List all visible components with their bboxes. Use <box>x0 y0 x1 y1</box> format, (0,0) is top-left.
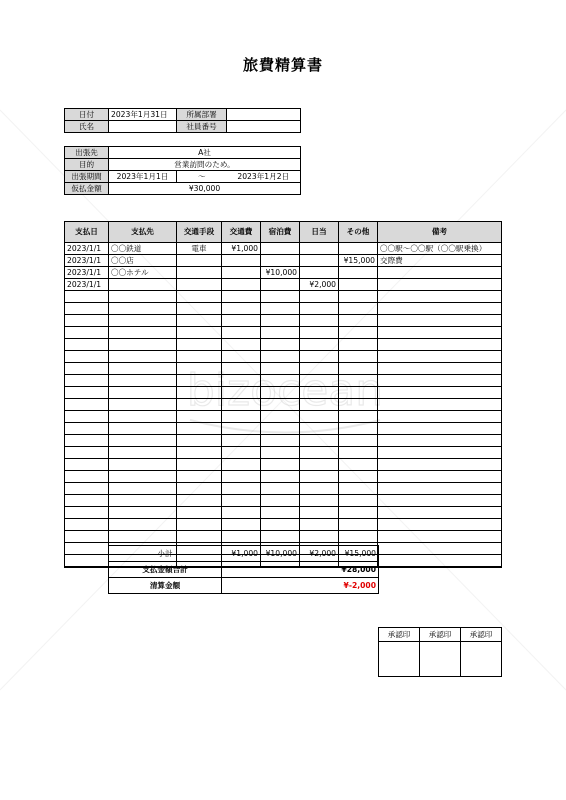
table-cell[interactable] <box>378 363 502 375</box>
table-cell[interactable] <box>378 483 502 495</box>
approval-label: 承認印 <box>420 628 461 642</box>
subtotal-daily: ¥2,000 <box>300 546 339 562</box>
table-cell[interactable] <box>378 303 502 315</box>
table-cell[interactable] <box>222 363 261 375</box>
table-cell[interactable]: 〇〇店 <box>109 255 177 267</box>
table-cell[interactable] <box>65 315 109 327</box>
subtotal-label: 小計 <box>109 546 222 562</box>
table-cell[interactable] <box>177 423 222 435</box>
table-cell[interactable] <box>378 351 502 363</box>
dest-value[interactable]: A社 <box>109 147 301 159</box>
table-cell[interactable] <box>261 291 300 303</box>
subtotal-other: ¥15,000 <box>339 546 379 562</box>
approval-table <box>378 627 502 677</box>
table-cell[interactable] <box>109 423 177 435</box>
table-row <box>65 471 502 483</box>
column-header: 交通費 <box>222 222 261 243</box>
table-cell[interactable] <box>222 531 261 543</box>
table-cell[interactable] <box>177 459 222 471</box>
table-cell[interactable] <box>378 447 502 459</box>
table-cell[interactable] <box>339 243 378 255</box>
table-cell[interactable] <box>177 255 222 267</box>
table-cell[interactable]: 2023/1/1 <box>65 255 109 267</box>
table-cell[interactable]: 2023/1/1 <box>65 243 109 255</box>
table-cell[interactable] <box>300 411 339 423</box>
column-header: 日当 <box>300 222 339 243</box>
table-cell[interactable] <box>65 495 109 507</box>
advance-value[interactable]: ¥30,000 <box>109 183 301 195</box>
subtotal-lodging: ¥10,000 <box>261 546 300 562</box>
table-cell[interactable] <box>261 399 300 411</box>
table-cell[interactable] <box>109 339 177 351</box>
table-cell[interactable] <box>177 507 222 519</box>
table-cell[interactable] <box>378 423 502 435</box>
table-cell[interactable] <box>378 375 502 387</box>
table-cell[interactable] <box>339 327 378 339</box>
table-cell[interactable] <box>65 375 109 387</box>
table-cell[interactable] <box>261 531 300 543</box>
table-cell[interactable] <box>261 519 300 531</box>
table-cell[interactable]: 電車 <box>177 243 222 255</box>
table-cell[interactable] <box>378 519 502 531</box>
table-cell[interactable] <box>300 267 339 279</box>
table-cell[interactable] <box>378 315 502 327</box>
table-cell[interactable] <box>177 291 222 303</box>
table-cell[interactable] <box>222 447 261 459</box>
table-cell[interactable] <box>300 483 339 495</box>
approval-stamp-box[interactable] <box>420 642 461 677</box>
table-cell[interactable]: 〇〇鉄道 <box>109 243 177 255</box>
table-cell[interactable] <box>177 483 222 495</box>
expense-header-row <box>65 222 502 243</box>
table-cell[interactable] <box>222 483 261 495</box>
date-label: 日付 <box>65 109 109 121</box>
table-cell[interactable] <box>339 291 378 303</box>
table-cell[interactable] <box>261 375 300 387</box>
table-cell[interactable] <box>65 531 109 543</box>
table-cell[interactable] <box>339 471 378 483</box>
table-cell[interactable]: 交際費 <box>378 255 502 267</box>
table-cell[interactable] <box>109 315 177 327</box>
table-row <box>65 279 502 291</box>
table-cell[interactable] <box>222 435 261 447</box>
table-cell[interactable] <box>339 411 378 423</box>
table-cell[interactable] <box>65 459 109 471</box>
table-cell[interactable] <box>339 387 378 399</box>
table-cell[interactable] <box>109 531 177 543</box>
table-cell[interactable] <box>177 471 222 483</box>
name-label: 氏名 <box>65 121 109 133</box>
table-cell[interactable] <box>177 435 222 447</box>
table-cell[interactable] <box>339 375 378 387</box>
table-cell[interactable] <box>378 531 502 543</box>
table-cell[interactable] <box>339 351 378 363</box>
settle-value: ¥-2,000 <box>222 578 379 594</box>
table-cell[interactable] <box>261 495 300 507</box>
table-cell[interactable] <box>65 555 109 568</box>
table-cell[interactable] <box>339 423 378 435</box>
table-cell[interactable] <box>109 459 177 471</box>
table-cell[interactable] <box>261 387 300 399</box>
period-start[interactable]: 2023年1月1日 <box>109 171 177 183</box>
column-header: 支払日 <box>65 222 109 243</box>
table-cell[interactable] <box>222 495 261 507</box>
purpose-label: 目的 <box>65 159 109 171</box>
table-cell[interactable]: 2023/1/1 <box>65 279 109 291</box>
table-cell[interactable] <box>65 471 109 483</box>
purpose-value[interactable]: 営業訪問のため。 <box>109 159 301 171</box>
table-cell[interactable] <box>177 447 222 459</box>
table-cell[interactable] <box>339 399 378 411</box>
table-cell[interactable] <box>222 471 261 483</box>
table-cell[interactable] <box>109 435 177 447</box>
table-cell[interactable] <box>261 459 300 471</box>
table-row <box>65 339 502 351</box>
table-cell[interactable] <box>300 243 339 255</box>
period-separator: 〜 <box>177 171 227 183</box>
column-header: 支払先 <box>109 222 177 243</box>
table-cell[interactable] <box>65 351 109 363</box>
table-cell[interactable] <box>65 387 109 399</box>
table-cell[interactable] <box>65 291 109 303</box>
table-row <box>65 303 502 315</box>
table-cell[interactable] <box>65 303 109 315</box>
table-cell[interactable] <box>300 531 339 543</box>
table-cell[interactable] <box>177 351 222 363</box>
table-cell[interactable] <box>300 363 339 375</box>
table-cell[interactable] <box>339 315 378 327</box>
table-cell[interactable] <box>261 339 300 351</box>
table-row <box>65 531 502 543</box>
table-cell[interactable] <box>109 291 177 303</box>
table-cell[interactable] <box>177 339 222 351</box>
table-row <box>65 483 502 495</box>
table-cell[interactable] <box>222 315 261 327</box>
table-cell[interactable]: ¥10,000 <box>261 267 300 279</box>
table-cell[interactable] <box>339 363 378 375</box>
table-row <box>65 519 502 531</box>
table-cell[interactable] <box>109 519 177 531</box>
period-end[interactable]: 2023年1月2日 <box>227 171 301 183</box>
expense-table <box>64 221 502 568</box>
trip-table <box>64 146 301 195</box>
table-row <box>65 423 502 435</box>
table-cell[interactable] <box>261 471 300 483</box>
table-cell[interactable] <box>261 327 300 339</box>
column-header: 備考 <box>378 222 502 243</box>
table-cell[interactable] <box>222 255 261 267</box>
table-cell[interactable]: 〇〇ホテル <box>109 267 177 279</box>
table-cell[interactable] <box>222 339 261 351</box>
column-header: 交通手段 <box>177 222 222 243</box>
dept-label: 所属部署 <box>177 109 227 121</box>
table-cell[interactable] <box>109 471 177 483</box>
table-cell[interactable]: ¥2,000 <box>300 279 339 291</box>
table-cell[interactable] <box>222 519 261 531</box>
table-row <box>65 411 502 423</box>
table-cell[interactable] <box>177 387 222 399</box>
table-row <box>65 387 502 399</box>
table-cell[interactable] <box>261 483 300 495</box>
table-row <box>65 351 502 363</box>
table-cell[interactable] <box>177 495 222 507</box>
table-cell[interactable] <box>222 507 261 519</box>
table-cell[interactable] <box>300 519 339 531</box>
empno-label: 社員番号 <box>177 121 227 133</box>
table-row <box>65 459 502 471</box>
table-cell[interactable] <box>261 279 300 291</box>
table-cell[interactable]: ¥15,000 <box>339 255 378 267</box>
table-cell[interactable] <box>300 399 339 411</box>
column-header: 宿泊費 <box>261 222 300 243</box>
dest-label: 出張先 <box>65 147 109 159</box>
table-cell[interactable] <box>222 303 261 315</box>
table-row <box>65 399 502 411</box>
table-row <box>65 375 502 387</box>
table-cell[interactable] <box>177 303 222 315</box>
page-title: 旅費精算書 <box>242 56 323 74</box>
table-cell[interactable] <box>177 279 222 291</box>
table-cell[interactable] <box>378 411 502 423</box>
total-label: 支払金額合計 <box>109 562 222 578</box>
table-row <box>65 363 502 375</box>
table-cell[interactable] <box>65 399 109 411</box>
table-cell[interactable] <box>261 423 300 435</box>
table-cell[interactable] <box>378 543 502 555</box>
table-cell[interactable] <box>300 327 339 339</box>
table-row <box>65 255 502 267</box>
period-label: 出張期間 <box>65 171 109 183</box>
table-row <box>65 495 502 507</box>
table-cell[interactable]: 2023/1/1 <box>65 267 109 279</box>
table-cell[interactable] <box>300 459 339 471</box>
summary-table <box>108 545 379 594</box>
table-cell[interactable] <box>65 483 109 495</box>
table-cell[interactable] <box>177 327 222 339</box>
approval-label: 承認印 <box>461 628 502 642</box>
table-cell[interactable] <box>300 315 339 327</box>
table-cell[interactable] <box>65 363 109 375</box>
table-cell[interactable] <box>261 303 300 315</box>
table-cell[interactable] <box>222 279 261 291</box>
table-cell[interactable] <box>261 243 300 255</box>
table-cell[interactable] <box>177 519 222 531</box>
table-cell[interactable] <box>261 435 300 447</box>
table-cell[interactable] <box>109 375 177 387</box>
table-cell[interactable] <box>261 351 300 363</box>
table-cell[interactable] <box>109 399 177 411</box>
table-cell[interactable] <box>65 507 109 519</box>
table-cell[interactable] <box>65 519 109 531</box>
table-cell[interactable] <box>261 363 300 375</box>
table-cell[interactable] <box>109 363 177 375</box>
table-cell[interactable] <box>300 471 339 483</box>
table-cell[interactable] <box>378 279 502 291</box>
table-cell[interactable] <box>378 339 502 351</box>
table-cell[interactable] <box>177 375 222 387</box>
table-cell[interactable] <box>339 495 378 507</box>
table-cell[interactable] <box>261 255 300 267</box>
table-cell[interactable] <box>222 423 261 435</box>
table-cell[interactable] <box>378 387 502 399</box>
table-cell[interactable] <box>222 267 261 279</box>
table-cell[interactable] <box>65 339 109 351</box>
table-row <box>65 327 502 339</box>
approval-label: 承認印 <box>379 628 420 642</box>
subtotal-transport: ¥1,000 <box>222 546 261 562</box>
table-cell[interactable] <box>222 387 261 399</box>
table-cell[interactable] <box>339 267 378 279</box>
table-cell[interactable] <box>261 447 300 459</box>
date-value[interactable]: 2023年1月31日 <box>109 109 177 121</box>
table-cell[interactable] <box>222 459 261 471</box>
table-row <box>65 447 502 459</box>
table-cell[interactable] <box>222 411 261 423</box>
empno-value[interactable] <box>227 121 301 133</box>
name-value[interactable] <box>109 121 177 133</box>
table-cell[interactable] <box>378 555 502 568</box>
approval-stamp-box[interactable] <box>379 642 420 677</box>
table-cell[interactable] <box>109 387 177 399</box>
table-cell[interactable] <box>378 291 502 303</box>
table-cell[interactable] <box>300 351 339 363</box>
table-row <box>65 291 502 303</box>
table-cell[interactable]: 〇〇駅〜〇〇駅（〇〇駅乗換） <box>378 243 502 255</box>
table-cell[interactable]: ¥1,000 <box>222 243 261 255</box>
settle-label: 清算金額 <box>109 578 222 594</box>
table-cell[interactable] <box>339 447 378 459</box>
table-cell[interactable] <box>378 435 502 447</box>
table-cell[interactable] <box>261 411 300 423</box>
table-cell[interactable] <box>109 279 177 291</box>
table-cell[interactable] <box>65 447 109 459</box>
table-cell[interactable] <box>222 291 261 303</box>
table-cell[interactable] <box>339 339 378 351</box>
table-cell[interactable] <box>300 447 339 459</box>
table-cell[interactable] <box>109 327 177 339</box>
table-cell[interactable] <box>261 315 300 327</box>
table-cell[interactable] <box>222 351 261 363</box>
table-cell[interactable] <box>261 507 300 519</box>
table-row <box>65 507 502 519</box>
table-cell[interactable] <box>339 507 378 519</box>
table-cell[interactable] <box>109 351 177 363</box>
table-cell[interactable] <box>378 399 502 411</box>
table-cell[interactable] <box>300 303 339 315</box>
table-cell[interactable] <box>109 507 177 519</box>
table-cell[interactable] <box>339 303 378 315</box>
table-cell[interactable] <box>378 507 502 519</box>
column-header: その他 <box>339 222 378 243</box>
table-cell[interactable] <box>339 519 378 531</box>
table-cell[interactable] <box>65 435 109 447</box>
table-cell[interactable] <box>339 483 378 495</box>
table-cell[interactable] <box>378 267 502 279</box>
table-cell[interactable] <box>300 495 339 507</box>
table-cell[interactable] <box>177 531 222 543</box>
table-cell[interactable] <box>300 435 339 447</box>
table-cell[interactable] <box>339 459 378 471</box>
table-cell[interactable] <box>65 327 109 339</box>
table-row <box>65 435 502 447</box>
table-cell[interactable] <box>339 531 378 543</box>
table-cell[interactable] <box>222 399 261 411</box>
table-row <box>65 243 502 255</box>
table-cell[interactable] <box>300 291 339 303</box>
info-table <box>64 108 301 133</box>
table-cell[interactable] <box>300 255 339 267</box>
table-cell[interactable] <box>177 411 222 423</box>
table-cell[interactable] <box>109 495 177 507</box>
table-cell[interactable] <box>378 459 502 471</box>
table-cell[interactable] <box>300 507 339 519</box>
approval-stamp-box[interactable] <box>461 642 502 677</box>
table-cell[interactable] <box>109 483 177 495</box>
dept-value[interactable] <box>227 109 301 121</box>
table-cell[interactable] <box>177 315 222 327</box>
table-row <box>65 267 502 279</box>
table-cell[interactable] <box>300 375 339 387</box>
svg-text:bizocean: bizocean <box>186 365 384 416</box>
table-cell[interactable] <box>378 495 502 507</box>
total-value: ¥28,000 <box>222 562 379 578</box>
table-cell[interactable] <box>300 387 339 399</box>
table-cell[interactable] <box>109 447 177 459</box>
table-cell[interactable] <box>177 399 222 411</box>
table-cell[interactable] <box>109 411 177 423</box>
table-cell[interactable] <box>378 471 502 483</box>
advance-label: 仮払金額 <box>65 183 109 195</box>
table-cell[interactable] <box>65 411 109 423</box>
table-cell[interactable] <box>177 363 222 375</box>
table-cell[interactable] <box>177 267 222 279</box>
table-cell[interactable] <box>65 423 109 435</box>
table-cell[interactable] <box>222 375 261 387</box>
table-cell[interactable] <box>222 327 261 339</box>
table-cell[interactable] <box>300 423 339 435</box>
table-cell[interactable] <box>109 303 177 315</box>
table-cell[interactable] <box>378 327 502 339</box>
table-cell[interactable] <box>339 435 378 447</box>
table-cell[interactable] <box>65 543 109 555</box>
table-cell[interactable] <box>300 339 339 351</box>
table-row <box>65 315 502 327</box>
table-cell[interactable] <box>339 279 378 291</box>
